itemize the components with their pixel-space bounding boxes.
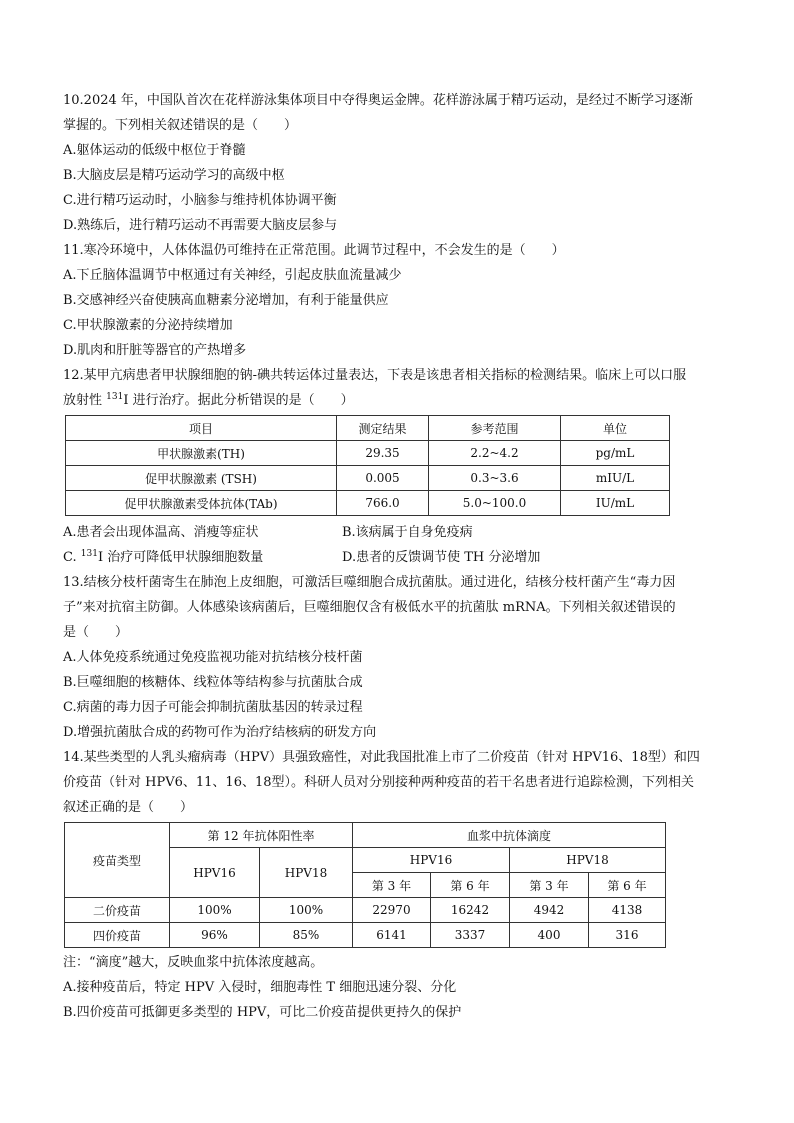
table-header-cell: 第 3 年 <box>510 873 589 898</box>
q11-option-a: A.下丘脑体温调节中枢通过有关神经，引起皮肤血流量减少 <box>63 268 402 283</box>
question-10 <box>63 88 735 238</box>
q13-option-d: D.增强抗菌肽合成的药物可作为治疗结核病的研发方向 <box>63 725 377 740</box>
table-cell: 四价疫苗 <box>65 923 170 948</box>
table-cell: 100% <box>260 898 353 923</box>
q12-stem-post: I 进行治疗。据此分析错误的是（ ） <box>123 393 354 408</box>
q13-stem-line-3: 是（ ） <box>63 625 129 640</box>
table-cell: IU/mL <box>561 491 670 516</box>
question-12 <box>63 363 735 570</box>
table-cell: 促甲状腺激素 (TSH) <box>66 466 337 491</box>
q10-option-c: C.进行精巧运动时，小脑参与维持机体协调平衡 <box>63 193 337 208</box>
table-header-cell: 血浆中抗体滴度 <box>353 823 666 848</box>
table-header-cell: 第 3 年 <box>353 873 431 898</box>
table-cell: 促甲状腺激素受体抗体(TAb) <box>66 491 337 516</box>
q12-option-d: D.患者的反馈调节使 TH 分泌增加 <box>342 550 541 565</box>
question-14 <box>63 745 735 1025</box>
table-header-cell: HPV18 <box>510 848 666 873</box>
table-cell: 4138 <box>589 898 666 923</box>
q11-stem: 11.寒冷环境中，人体体温仍可维持在正常范围。此调节过程中，不会发生的是（ ） <box>63 243 565 258</box>
q14-stem-line-3: 叙述正确的是（ ） <box>63 800 194 815</box>
table-cell: 400 <box>510 923 589 948</box>
table-cell: mIU/L <box>561 466 670 491</box>
table-cell: 316 <box>589 923 666 948</box>
table-cell: pg/mL <box>561 441 670 466</box>
table-header-cell: 测定结果 <box>337 416 429 441</box>
q10-stem-line-1: 10.2024 年，中国队首次在花样游泳集体项目中夺得奥运金牌。花样游泳属于精巧运动，是经过不断学习逐渐 <box>63 93 693 108</box>
table-row <box>65 923 666 948</box>
table-cell: 6141 <box>353 923 431 948</box>
table-cell: 2.2~4.2 <box>429 441 561 466</box>
q12-option-a: A.患者会出现体温高、消瘦等症状 <box>63 525 259 540</box>
table-row <box>65 898 666 923</box>
table-cell: 4942 <box>510 898 589 923</box>
q12-options-row-1 <box>63 520 735 545</box>
table-header-row <box>66 416 670 441</box>
q10-option-b: B.大脑皮层是精巧运动学习的高级中枢 <box>63 168 285 183</box>
table-header-cell: 项目 <box>66 416 337 441</box>
table-row <box>66 441 670 466</box>
q14-stem-line-2: 价疫苗（针对 HPV6、11、16、18型）。科研人员对分别接种两种疫苗的若干名患者进行追踪检测，下列相关 <box>63 775 695 790</box>
table-header-cell: 参考范围 <box>429 416 561 441</box>
q10-stem-line-2: 掌握的。下列相关叙述错误的是（ ） <box>63 118 298 133</box>
q13-option-b: B.巨噬细胞的核糖体、线粒体等结构参与抗菌肽合成 <box>63 675 363 690</box>
q12-option-c-pre: C. <box>63 550 81 565</box>
table-header-cell: 第 12 年抗体阳性率 <box>170 823 353 848</box>
table-cell: 96% <box>170 923 260 948</box>
question-13 <box>63 570 735 745</box>
table-cell: 0.005 <box>337 466 429 491</box>
table-header-row <box>65 823 666 848</box>
table-cell: 29.35 <box>337 441 429 466</box>
q12-options-row-2 <box>63 545 735 570</box>
table-cell: 16242 <box>431 898 510 923</box>
table-cell: 甲状腺激素(TH) <box>66 441 337 466</box>
table-header-cell: 第 6 年 <box>431 873 510 898</box>
table-cell: 766.0 <box>337 491 429 516</box>
q10-option-a: A.躯体运动的低级中枢位于脊髓 <box>63 143 246 158</box>
q12-stem-pre: 放射性 <box>63 393 107 408</box>
table-row <box>66 466 670 491</box>
table-header-cell: 第 6 年 <box>589 873 666 898</box>
table-header-cell: HPV16 <box>170 848 260 898</box>
q12-option-c-post: I 治疗可降低甲状腺细胞数量 <box>97 550 264 565</box>
q13-stem-line-2: 子”来对抗宿主防御。人体感染该病菌后，巨噬细胞仅含有极低水平的抗菌肽 mRNA。下列相关叙述错误的 <box>63 600 676 615</box>
table-cell: 3337 <box>431 923 510 948</box>
q11-option-d: D.肌肉和肝脏等器官的产热增多 <box>63 343 247 358</box>
q12-option-c <box>63 545 342 570</box>
exam-page <box>63 88 735 1025</box>
q13-stem-line-1: 13.结核分枝杆菌寄生在肺泡上皮细胞，可激活巨噬细胞合成抗菌肽。通过进化，结核分枝杆菌产生“毒力因 <box>63 575 676 590</box>
q14-stem-line-1: 14.某些类型的人乳头瘤病毒（HPV）具强致癌性，对此我国批准上市了二价疫苗（针对 HPV16、18型）和四 <box>63 750 700 765</box>
question-11 <box>63 238 735 363</box>
q12-option-b: B.该病属于自身免疫病 <box>342 525 473 540</box>
q14-vaccine-table <box>64 822 666 948</box>
q13-option-c: C.病菌的毒力因子可能会抑制抗菌肽基因的转录过程 <box>63 700 363 715</box>
q14-note: 注：“滴度”越大，反映血浆中抗体浓度越高。 <box>63 955 324 970</box>
table-cell: 100% <box>170 898 260 923</box>
table-header-cell: 单位 <box>561 416 670 441</box>
table-header-cell: 疫苗类型 <box>65 823 170 898</box>
q12-stem-line-1: 12.某甲亢病患者甲状腺细胞的钠-碘共转运体过量表达，下表是该患者相关指标的检测结果。临床上可以口服 <box>63 368 687 383</box>
q14-option-a: A.接种疫苗后，特定 HPV 入侵时，细胞毒性 T 细胞迅速分裂、分化 <box>63 980 457 995</box>
q11-option-c: C.甲状腺激素的分泌持续增加 <box>63 318 233 333</box>
table-cell: 二价疫苗 <box>65 898 170 923</box>
table-cell: 22970 <box>353 898 431 923</box>
q12-isotope-mass: 131 <box>106 392 124 402</box>
q12-option-c-isotope: 131 <box>80 549 98 559</box>
table-row <box>66 491 670 516</box>
q13-option-a: A.人体免疫系统通过免疫监视功能对抗结核分枝杆菌 <box>63 650 363 665</box>
q10-option-d: D.熟练后，进行精巧运动不再需要大脑皮层参与 <box>63 218 338 233</box>
q12-stem-line-2 <box>63 388 735 413</box>
table-cell: 5.0~100.0 <box>429 491 561 516</box>
table-cell: 0.3~3.6 <box>429 466 561 491</box>
table-cell: 85% <box>260 923 353 948</box>
q12-results-table <box>65 415 670 516</box>
q11-option-b: B.交感神经兴奋使胰高血糖素分泌增加，有利于能量供应 <box>63 293 389 308</box>
table-header-cell: HPV16 <box>353 848 510 873</box>
table-header-cell: HPV18 <box>260 848 353 898</box>
q14-option-b: B.四价疫苗可抵御更多类型的 HPV，可比二价疫苗提供更持久的保护 <box>63 1005 462 1020</box>
